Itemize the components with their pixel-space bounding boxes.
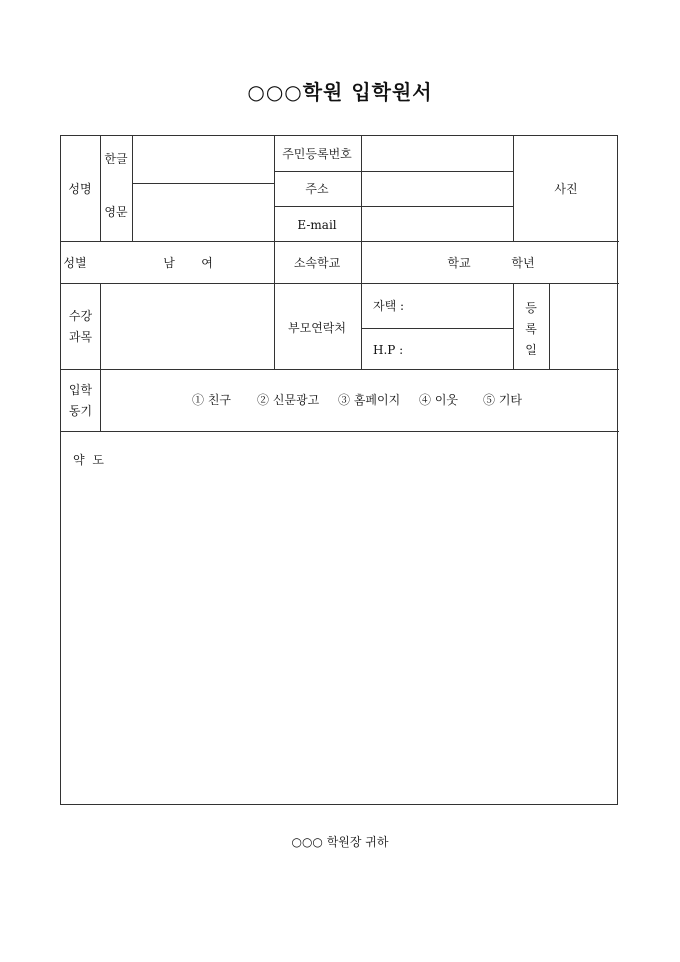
home-phone-label: 자택 : (373, 299, 405, 313)
korean-name-label: 한글 (104, 152, 128, 166)
motive-option-other[interactable]: ⑤ 기타 (483, 393, 522, 407)
footer-addressee: ○○○ 학원장 귀하 (291, 835, 389, 849)
motive-option-friend[interactable]: ① 친구 (192, 393, 231, 407)
application-form (60, 135, 618, 805)
motive-label: 입학 동기 (68, 383, 93, 418)
motive-option-homepage[interactable]: ③ 홈페이지 (338, 393, 401, 407)
gender-label: 성별 (63, 256, 87, 270)
course-label: 수강 과목 (68, 309, 93, 344)
school-label: 소속학교 (293, 256, 341, 270)
grade-unit: 학년 (511, 256, 535, 270)
school-unit: 학교 (447, 256, 471, 270)
gender-male-option[interactable]: 남 (163, 256, 175, 270)
rrn-label: 주민등록번호 (282, 147, 352, 161)
mobile-label: H.P : (373, 343, 404, 357)
page-title: ○○○학원 입학원서 (247, 80, 433, 104)
parent-contact-label: 부모연락처 (288, 321, 346, 335)
map-label: 약 도 (73, 453, 106, 467)
english-name-label: 영문 (104, 205, 128, 219)
address-label: 주소 (305, 182, 329, 196)
motive-option-neighbor[interactable]: ④ 이웃 (419, 393, 458, 407)
email-label: E-mail (297, 218, 337, 232)
gender-female-option[interactable]: 여 (201, 256, 213, 270)
motive-option-newspaper[interactable]: ② 신문광고 (257, 393, 320, 407)
reg-date-label: 등 록 일 (525, 301, 537, 357)
name-label: 성명 (68, 182, 92, 196)
photo-label: 사진 (554, 182, 578, 196)
